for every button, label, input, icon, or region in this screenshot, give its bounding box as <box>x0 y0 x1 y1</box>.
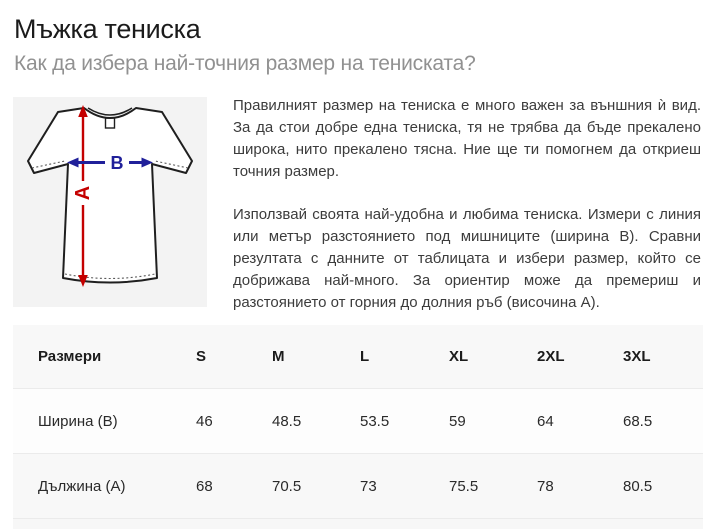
size-cell: 48.5 <box>272 412 302 430</box>
page-subtitle: Как да избера най-точния размер на тениската? <box>14 52 476 75</box>
intro-paragraph-2: Използвай своята най-удобна и любима тениска. Измери с линия или метър разстоянието под мишниците (ширина B). Сравни резултата с данните от таблицата и избери размер, който се добрижава най-много. За ориентир може да премериш и разстоянието от горния до долния ръб (височина A). <box>233 206 701 311</box>
size-cell: 78 <box>537 477 554 495</box>
next-section-edge <box>13 519 703 529</box>
size-table-header-3xl: 3XL <box>623 348 651 365</box>
size-cell: 75.5 <box>449 477 479 495</box>
size-table-header-2xl: 2XL <box>537 348 565 365</box>
size-cell: 80.5 <box>623 477 653 495</box>
height-arrow-label: A <box>72 185 94 201</box>
size-table-header-l: L <box>360 348 370 365</box>
size-table <box>13 325 703 519</box>
tshirt-measurement-diagram <box>13 97 207 307</box>
size-table-header-m: M <box>272 348 285 365</box>
tshirt-outline <box>28 108 192 283</box>
size-cell: 68 <box>196 477 213 495</box>
size-row-label: Дължина (A) <box>38 477 126 495</box>
size-cell: 59 <box>449 412 466 430</box>
size-table-row-length <box>13 454 703 519</box>
size-cell: 73 <box>360 477 377 495</box>
size-table-header-sizes: Размери <box>38 348 102 365</box>
size-cell: 64 <box>537 412 554 430</box>
size-cell: 68.5 <box>623 412 653 430</box>
size-cell: 46 <box>196 412 213 430</box>
size-table-header-s: S <box>196 348 207 365</box>
size-row-label: Ширина (B) <box>38 412 118 430</box>
size-table-header-xl: XL <box>449 348 469 365</box>
size-table-row-width <box>13 389 703 454</box>
width-arrow-label: B <box>110 153 124 173</box>
size-table-header-row <box>13 325 703 389</box>
tshirt-diagram-svg <box>13 97 207 307</box>
size-cell: 53.5 <box>360 412 390 430</box>
page-title: Мъжка тениска <box>14 14 201 44</box>
intro-paragraph-1: Правилният размер на тениска е много важен за външния ѝ вид. За да стои добре една тениска, тя не трябва да бъде прекалено широка, нито прекалено тясна. Ние ще ти помогнем да откриеш точния размер. <box>233 97 701 180</box>
size-cell: 70.5 <box>272 477 302 495</box>
intro-text <box>233 95 701 335</box>
